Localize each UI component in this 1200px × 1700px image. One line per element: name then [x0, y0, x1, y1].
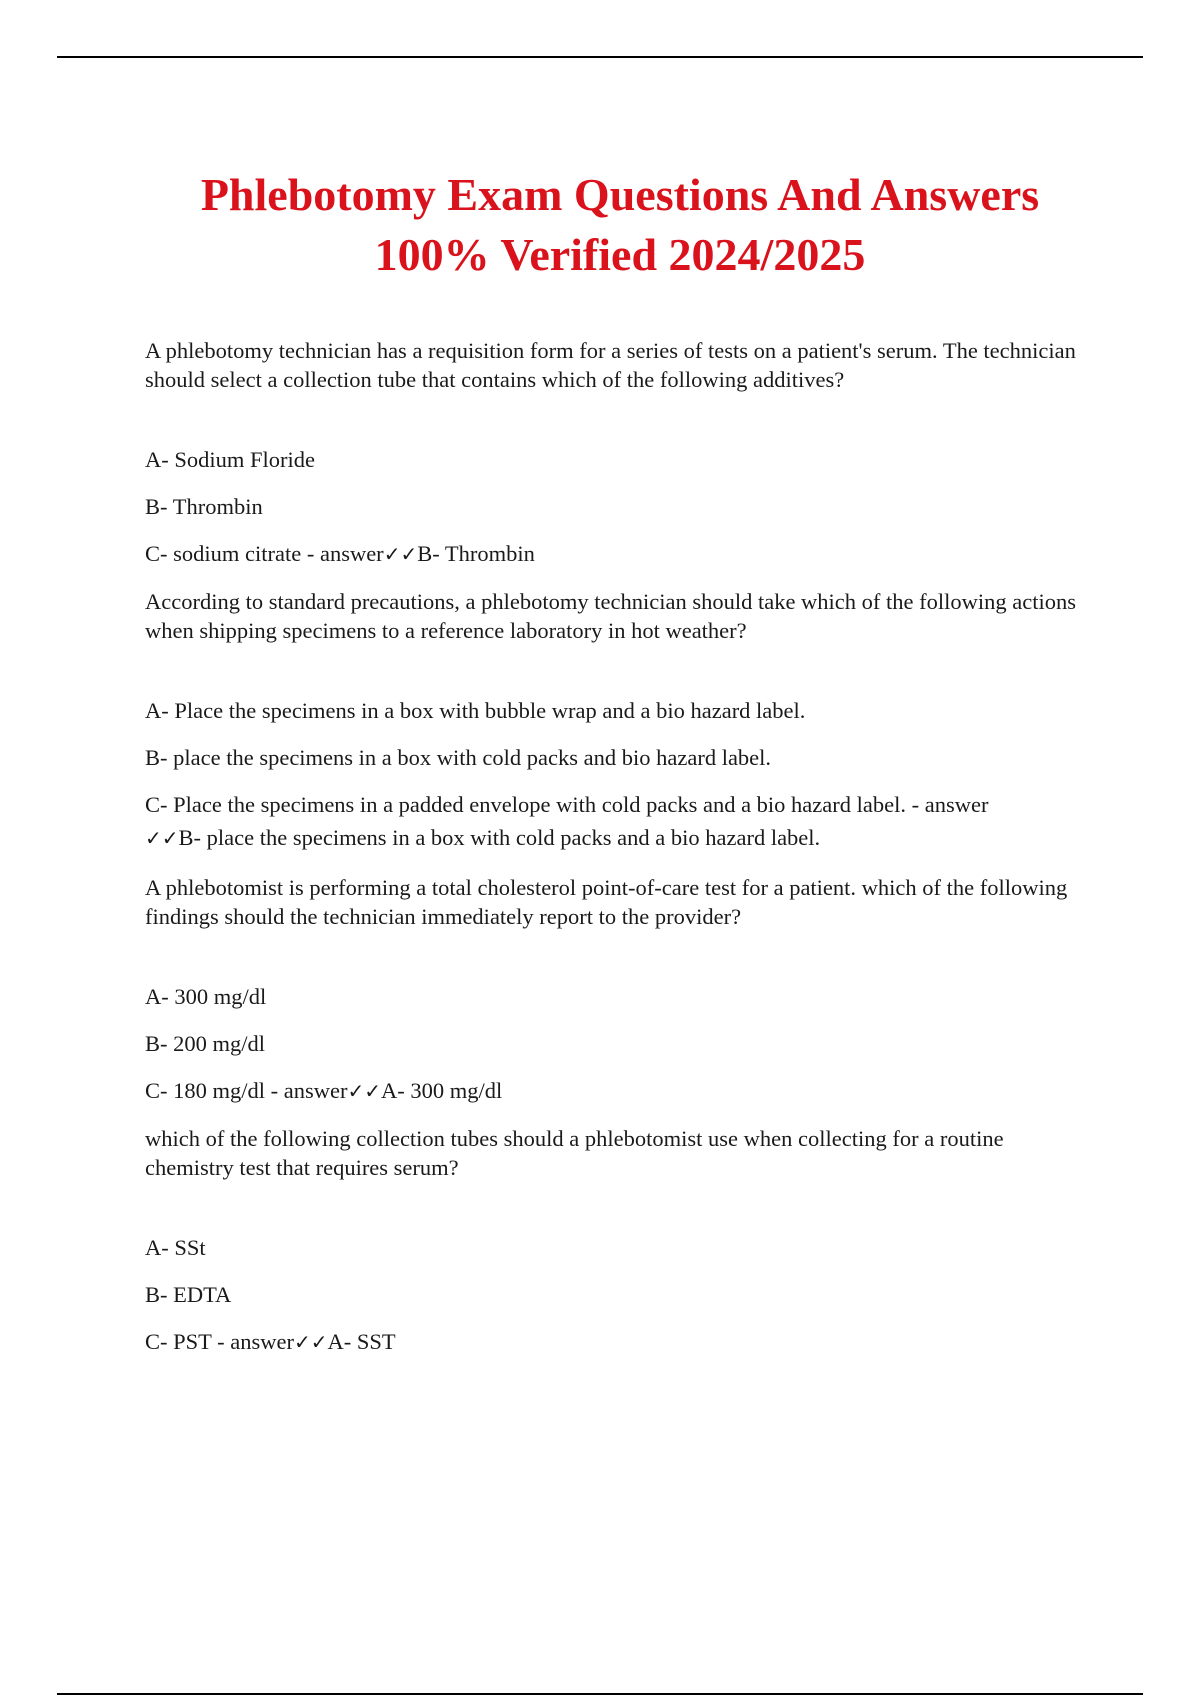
option-a: A- SSt — [145, 1235, 206, 1260]
option-b: B- Thrombin — [145, 494, 263, 519]
option-c-with-answer — [145, 1327, 1080, 1357]
check-mark-icon: ✓✓ — [347, 1079, 381, 1103]
bottom-rule — [57, 1693, 1143, 1695]
answer-text: A- SST — [327, 1329, 396, 1354]
answer-text: A- 300 mg/dl — [380, 1078, 503, 1103]
document-title — [100, 165, 1140, 285]
option-c-text: C- Place the specimens in a padded envelope with cold packs and a bio hazard label. - answer — [145, 792, 989, 817]
option-c-text: C- PST - answer — [145, 1329, 294, 1354]
top-rule — [57, 56, 1143, 58]
option-b: B- EDTA — [145, 1282, 232, 1307]
option-c-text: C- 180 mg/dl - answer — [145, 1078, 348, 1103]
option-b: B- 200 mg/dl — [145, 1031, 266, 1056]
option-list — [145, 696, 1080, 855]
question-block — [145, 1124, 1080, 1357]
question-text: A phlebotomy technician has a requisition form for a series of tests on a patient's serum. The technician should select a collection tube that contains which of the following additives? — [145, 338, 1076, 392]
title-line-1: Phlebotomy Exam Questions And Answers — [200, 169, 1040, 220]
check-mark-icon: ✓✓ — [145, 826, 179, 850]
answer-text: B- place the specimens in a box with cold packs and a bio hazard label. — [178, 825, 821, 850]
option-list — [145, 445, 1080, 569]
check-mark-icon: ✓✓ — [383, 542, 418, 566]
option-a: A- Sodium Floride — [145, 447, 316, 472]
question-text: which of the following collection tubes should a phlebotomist use when collecting for a routine chemistry test that requires serum? — [145, 1126, 1004, 1180]
option-c-with-answer — [145, 788, 1080, 855]
option-c-with-answer — [145, 1076, 1080, 1106]
option-a: A- 300 mg/dl — [145, 984, 267, 1009]
option-list — [145, 982, 1080, 1106]
question-block — [145, 587, 1080, 855]
option-b: B- place the specimens in a box with cold packs and bio hazard label. — [145, 745, 772, 770]
question-block — [145, 336, 1080, 569]
answer-text: B- Thrombin — [417, 541, 535, 566]
option-list — [145, 1233, 1080, 1357]
title-line-2: 100% Verified 2024/2025 — [374, 229, 866, 280]
question-text: According to standard precautions, a phlebotomy technician should take which of the following actions when shipping specimens to a reference laboratory in hot weather? — [145, 589, 1077, 643]
question-text: A phlebotomist is performing a total cholesterol point-of-care test for a patient. which of the following findings should the technician immediately report to the provider? — [145, 875, 1068, 929]
option-a: A- Place the specimens in a box with bubble wrap and a bio hazard label. — [145, 698, 806, 723]
option-c-with-answer — [145, 539, 1080, 569]
option-c-text: C- sodium citrate - answer — [145, 541, 384, 566]
question-block — [145, 873, 1080, 1106]
question-list — [145, 336, 1080, 1357]
check-mark-icon: ✓✓ — [293, 1330, 328, 1354]
